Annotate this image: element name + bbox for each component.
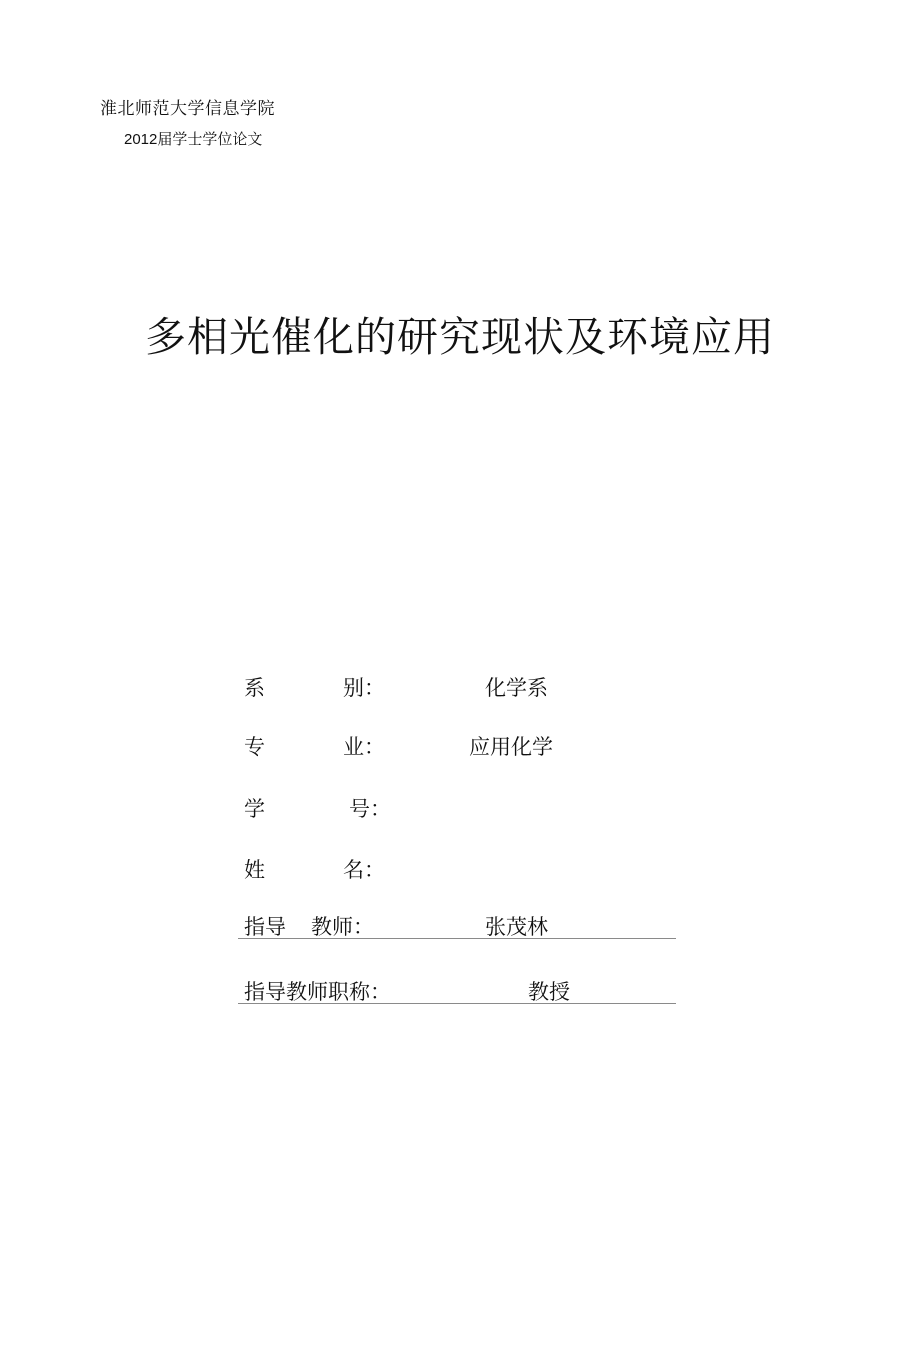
advisor-title-label: 指导教师职称： bbox=[244, 980, 391, 1004]
department-label-a: 系 bbox=[244, 676, 265, 700]
advisor-title-underline bbox=[238, 1003, 676, 1004]
advisor-title-value: 教授 bbox=[528, 980, 570, 1004]
advisor-label-a: 指导 bbox=[244, 915, 286, 939]
thesis-year-line: 2012届学士学位论文 bbox=[124, 131, 263, 148]
advisor-underline bbox=[238, 938, 676, 939]
major-label-b: 业： bbox=[343, 735, 385, 759]
name-label-a: 姓 bbox=[244, 858, 265, 882]
advisor-value: 张茂林 bbox=[485, 915, 548, 939]
department-label-b: 别： bbox=[343, 676, 385, 700]
department-value: 化学系 bbox=[485, 676, 548, 700]
student-id-label-a: 学 bbox=[244, 797, 265, 821]
name-label-b: 名： bbox=[343, 858, 385, 882]
thesis-title: 多相光催化的研究现状及环境应用 bbox=[145, 313, 775, 361]
major-label-a: 专 bbox=[244, 735, 265, 759]
major-value: 应用化学 bbox=[469, 735, 553, 759]
school-name: 淮北师范大学信息学院 bbox=[100, 99, 275, 119]
advisor-label-b: 教师： bbox=[311, 915, 374, 939]
student-id-label-b: 号： bbox=[349, 797, 391, 821]
